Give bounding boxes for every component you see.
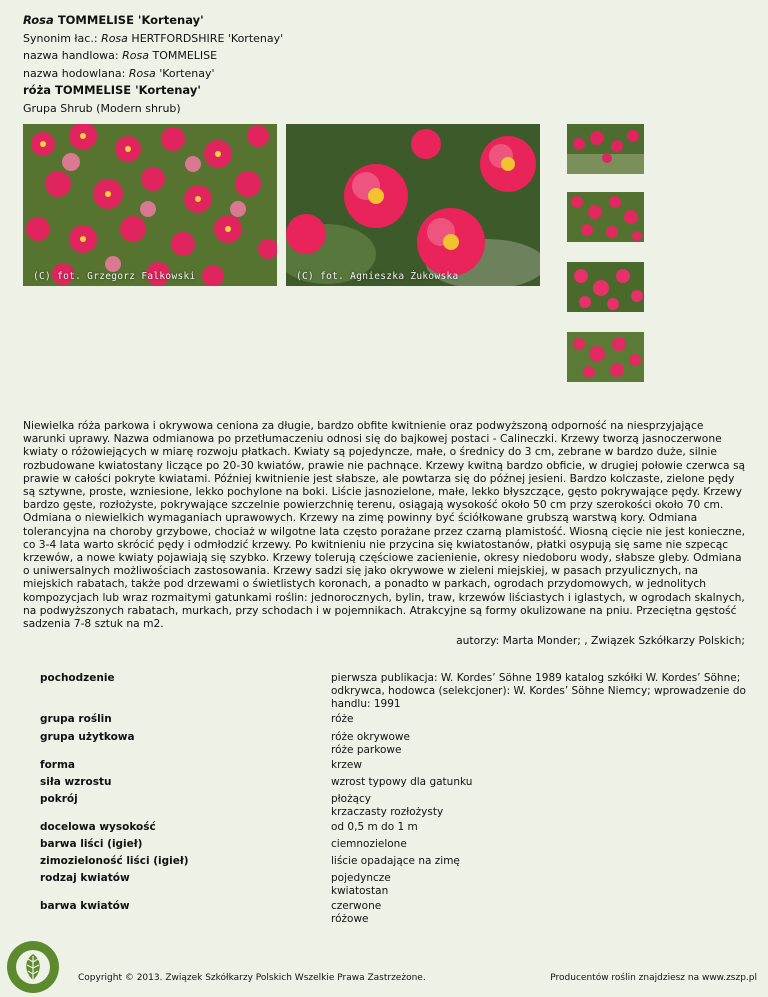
property-value: ciemnozielone (331, 838, 407, 850)
breeding-name-genus: Rosa (128, 66, 156, 80)
leaf-logo-icon (6, 940, 60, 994)
property-value: róże okrywowe róże parkowe (331, 731, 410, 757)
copyright-text: Copyright © 2013. Związek Szkółkarzy Polskich Wszelkie Prawa Zastrzeżone. (78, 973, 426, 983)
plant-title (23, 12, 283, 30)
property-key: forma (40, 759, 75, 771)
main-photo-1[interactable] (23, 124, 277, 286)
thumbnail-2-image (567, 192, 644, 242)
trade-name-line (23, 47, 283, 65)
property-key: rodzaj kwiatów (40, 872, 130, 884)
property-value: pojedyncze kwiatostan (331, 872, 391, 898)
photo-2-credit: (C) fot. Agnieszka Żukowska (296, 271, 459, 282)
property-key: barwa kwiatów (40, 900, 130, 912)
thumbnail-1-image (567, 124, 644, 174)
property-value: płożący krzaczasty rozłożysty (331, 793, 444, 819)
property-value: czerwone różowe (331, 900, 382, 926)
property-key: zimozieloność liści (igieł) (40, 855, 189, 867)
photo-1-credit: (C) fot. Grzegorz Falkowski (33, 271, 196, 282)
property-key: docelowa wysokość (40, 821, 156, 833)
rose-bush-photo (23, 124, 277, 286)
synonym-genus: Rosa (101, 31, 128, 45)
property-key: siła wzrostu (40, 776, 112, 788)
synonym-name: HERTFORDSHIRE 'Kortenay' (131, 31, 284, 45)
property-key: grupa roślin (40, 713, 112, 725)
property-value: od 0,5 m do 1 m (331, 821, 418, 833)
title-genus: Rosa (23, 13, 54, 27)
producers-link[interactable]: Producentów roślin znajdziesz na www.zszp.pl (550, 973, 757, 983)
property-value: wzrost typowy dla gatunku (331, 776, 473, 788)
trade-name-genus: Rosa (122, 49, 149, 62)
property-key: pochodzenie (40, 672, 115, 684)
thumbnail-3-image (567, 262, 644, 312)
thumbnail-4-image (567, 332, 644, 382)
thumbnail-3[interactable] (567, 262, 644, 312)
zszp-logo[interactable] (6, 940, 60, 994)
property-key: grupa użytkowa (40, 731, 135, 743)
synonym-line (23, 30, 283, 48)
property-value: pierwsza publikacja: W. Kordes’ Söhne 1989 katalog szkółki W. Kordes’ Söhne; odkrywca, hodowca (selekcjoner): W. Kordes’ Söhne Niemcy; wprowadzenie do handlu: 1991 (331, 672, 746, 711)
property-key: pokrój (40, 793, 78, 805)
rose-closeup-photo (286, 124, 540, 286)
property-value: róże (331, 713, 354, 725)
plant-group: Grupa Shrub (Modern shrub) (23, 101, 181, 115)
breeding-name-label: nazwa hodowlana: (23, 66, 126, 80)
thumbnail-2[interactable] (567, 192, 644, 242)
plant-description: Niewielka róża parkowa i okrywowa ceniona za długie, bardzo obfite kwitnienie oraz podwyższoną odporność na niesprzyjające warunki uprawy. Nazwa odmianowa po przetłumaczeniu odnosi się do bajkowej postaci - Calineczki. Krzewy tworzą jasnoczerwone kwiaty o różowiejących w miarę rozwoju płatkach. Kwiaty są pojedyncze, małe, o średnicy do 3 cm, zebrane w bardzo duże, silnie rozbudowane kwiatostany liczące po 20-30 kwiatów, prawie nie pachnące. Krzewy kwitną bardzo obficie, w drugiej połowie czerwca są prawie w całości pokryte kwiatami. Później kwitnienie jest słabsze, ale powtarza się do późnej jesieni. Bardzo kolczaste, zielone pędy są sztywne, proste, wzniesione, lekko pochylone na boki. Liście jasnozielone, małe, lekko błyszczące, gęsto pokrywające pędy. Krzewy bardzo gęste, rozłożyste, pokrywające szczelnie powierzchnię terenu, osiągają wysokość około 50 cm przy szerokości około 70 cm. Odmiana o niewielkich wymaganiach uprawowych. Krzewy na zimę powinny być ściółkowane grubszą warstwą kory. Odmiana tolerancyjna na choroby grzybowe, chociaż w wilgotne lata często porażane przez czarną plamistość. Wiosną cięcie nie jest konieczne, co 3-4 lata warto skrócić pędy i odmłodzić krzewy. Po kwitnieniu nie przycina się kwiatostanów, płatki osypują się same nie szpecąc krzewów, a nowe kwiaty pojawiają się szybko. Krzewy tolerują częściowe zacienienie, okresy niedoboru wody, słabsze gleby. Odmiana o uniwersalnych możliwościach zastosowania. Krzewy sadzi się jako okrywowe w zieleni miejskiej, w pasach przyulicznych, na miejskich rabatach, także pod drzewami o świetlistych koronach, a ponadto w parkach, ogrodach przydomowych, w jednolitych kompozycjach lub wraz rozmaitymi gatunkami roślin: jednorocznych, bylin, traw, krzewów liściastych i iglastych, w ogrodach skalnych, na podwyższonych rabatach, murkach, przy schodach i w pojemnikach. Atrakcyjne są formy okulizowane na pniu. Przeciętna gęstość sadzenia 7-8 sztuk na m2. (23, 419, 746, 631)
thumbnail-1[interactable] (567, 124, 644, 174)
breeding-name: 'Kortenay' (159, 66, 215, 80)
plant-header (23, 12, 283, 117)
trade-name: TOMMELISE (152, 49, 218, 62)
property-key: barwa liści (igieł) (40, 838, 143, 850)
breeding-name-line (23, 65, 283, 83)
polish-name: róża TOMMELISE 'Kortenay' (23, 83, 201, 97)
thumbnail-4[interactable] (567, 332, 644, 382)
property-value: krzew (331, 759, 362, 771)
property-value: liście opadające na zimę (331, 855, 460, 867)
authors-line: autorzy: Marta Monder; , Związek Szkółkarzy Polskich; (456, 634, 745, 647)
trade-name-label: nazwa handlowa: (23, 49, 119, 62)
synonym-label: Synonim łac.: (23, 31, 98, 45)
title-cultivar: TOMMELISE 'Kortenay' (57, 13, 204, 27)
main-photo-2[interactable] (286, 124, 540, 286)
